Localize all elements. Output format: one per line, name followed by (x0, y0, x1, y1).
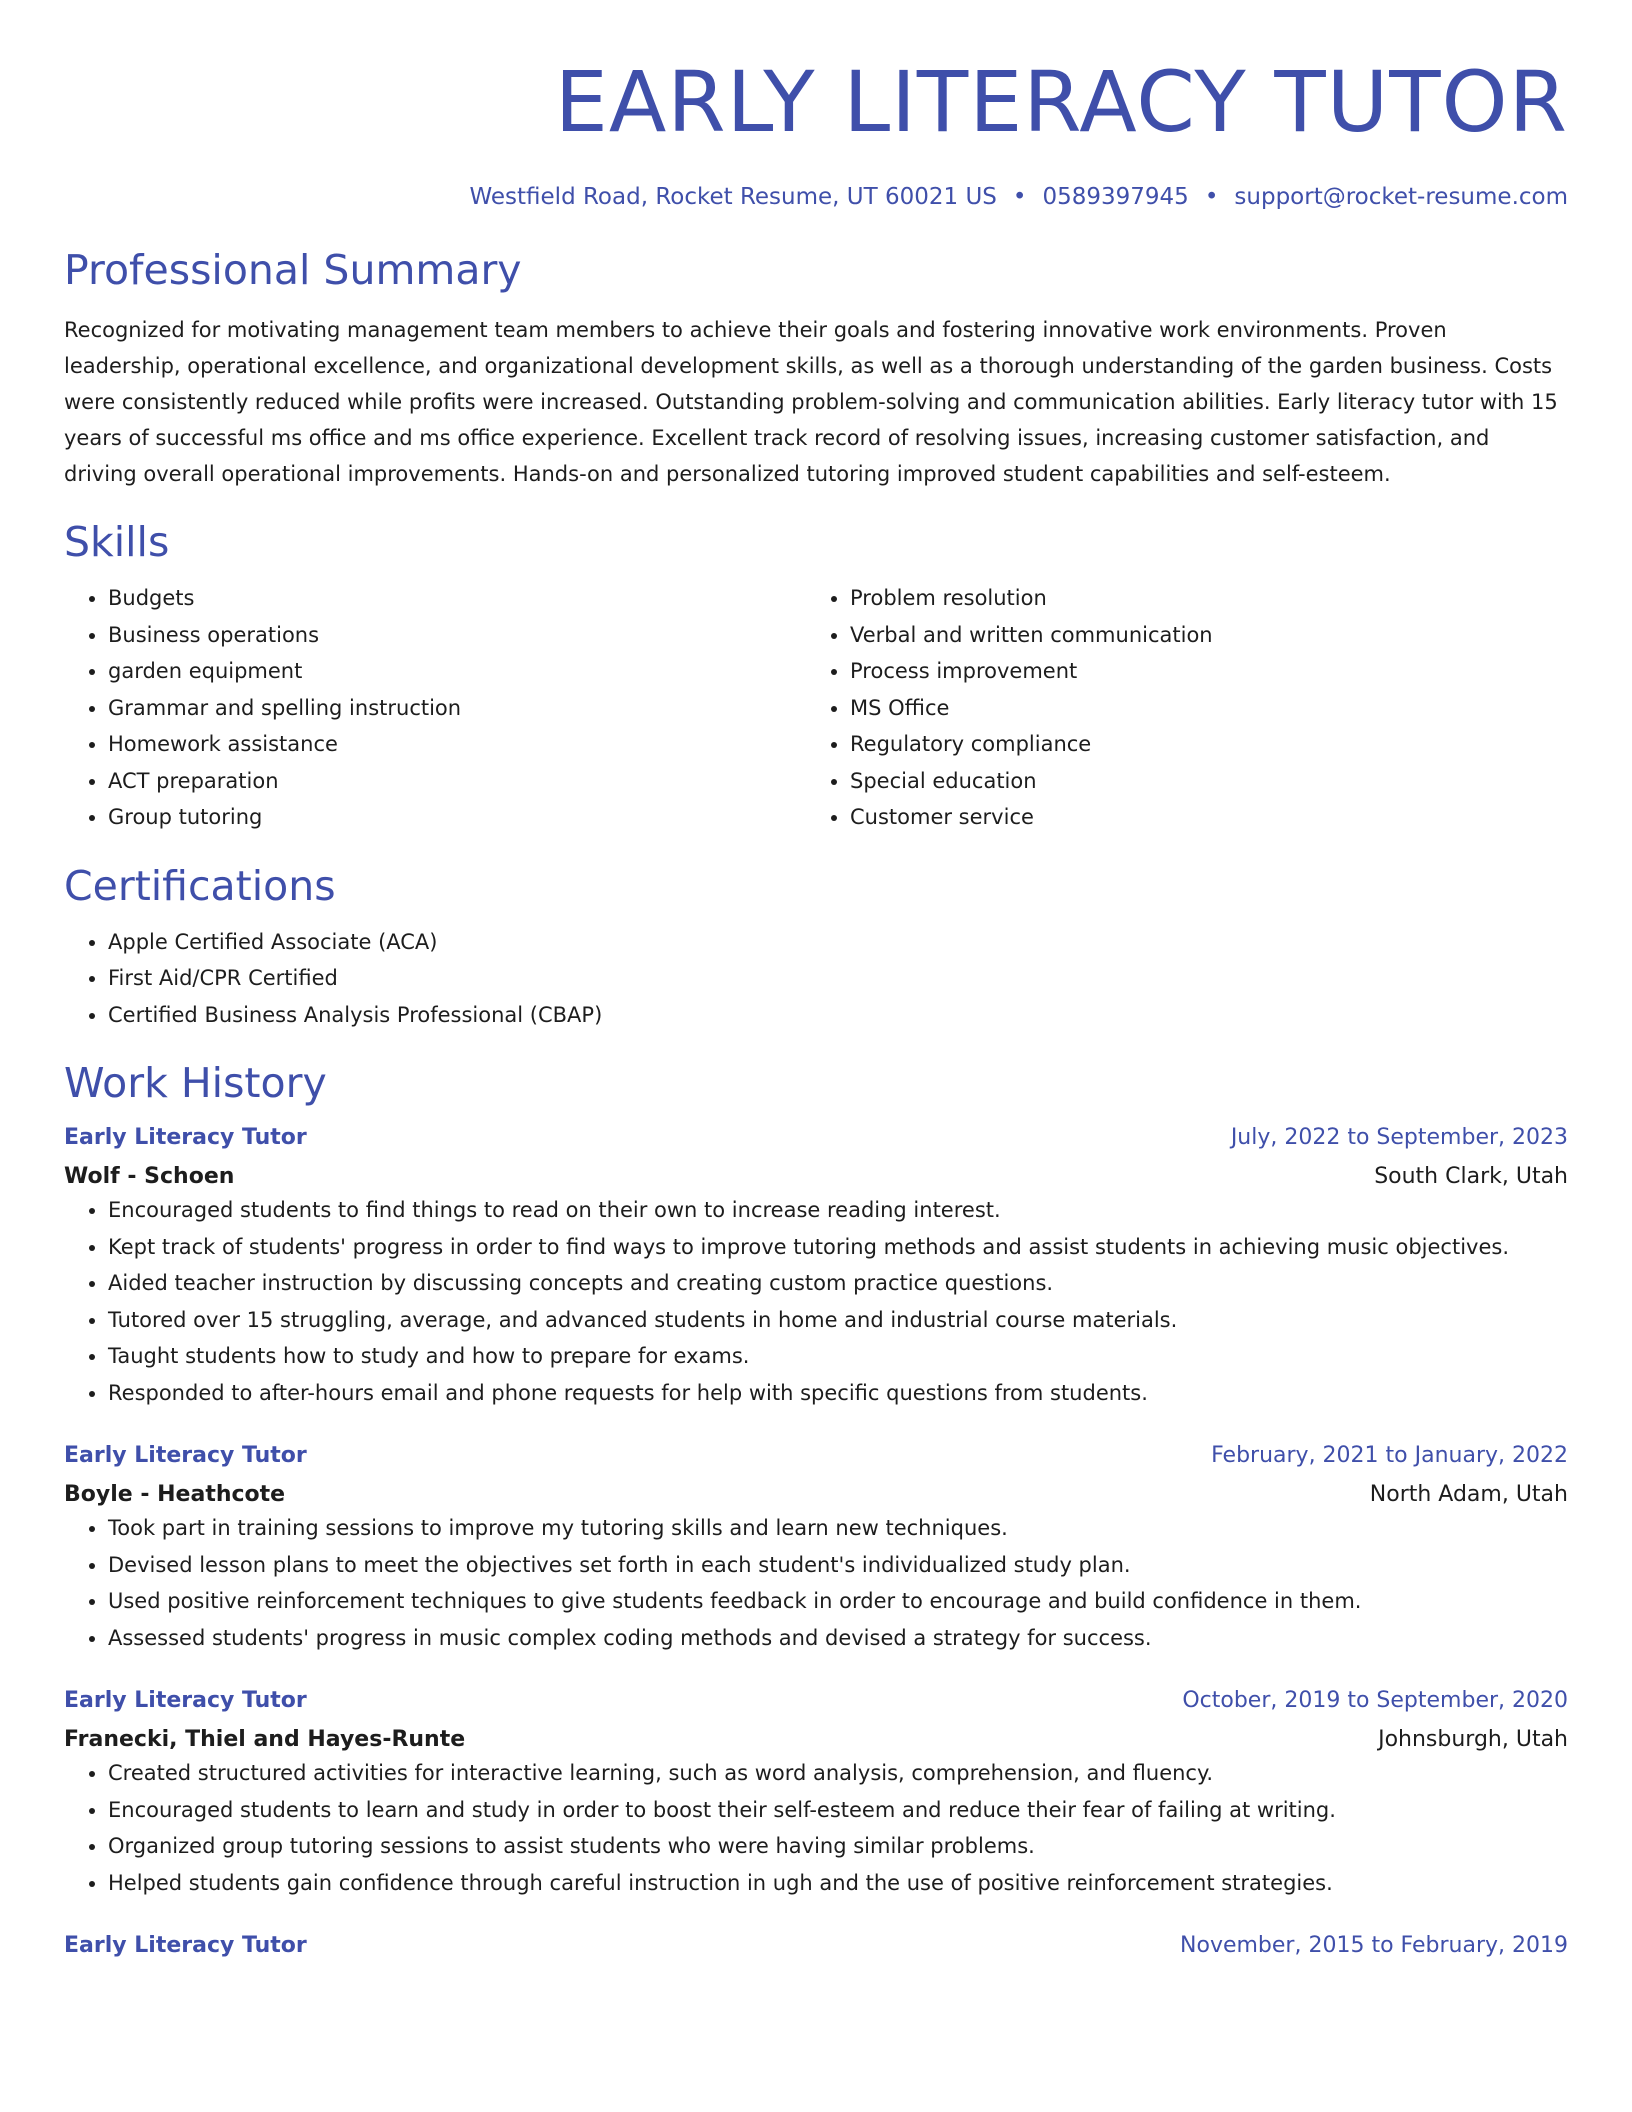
job-subheader (64, 1725, 1568, 1755)
job-location: North Adam, Utah (1369, 1482, 1568, 1507)
resume-name: EARLY LITERACY TUTOR (554, 53, 1568, 151)
certification-item: • First Aid/CPR Certified (108, 960, 1568, 997)
certifications-heading: Certifications (64, 861, 336, 910)
job-bullets (64, 1192, 1568, 1411)
job-bullet: • Used positive reinforcement techniques to give students feedback in order to encourage and build confidence in them. (108, 1583, 1568, 1620)
job-title: Early Literacy Tutor (64, 1125, 307, 1150)
job-bullet: • Took part in training sessions to improve my tutoring skills and learn new techniques. (108, 1510, 1568, 1547)
skill-item: • Process improvement (850, 653, 1548, 690)
job-dates: October, 2019 to September, 2020 (1182, 1688, 1568, 1713)
work-history-heading: Work History (64, 1059, 327, 1107)
summary-heading: Professional Summary (64, 246, 522, 294)
skills-grid (64, 580, 1568, 836)
job-company: Boyle - Heathcote (64, 1482, 286, 1507)
skills-list-left (64, 580, 806, 836)
job-company: Franecki, Thiel and Hayes-Runte (64, 1727, 466, 1752)
skill-item: • Customer service (850, 799, 1548, 836)
skill-item: • Special education (850, 763, 1548, 800)
job-bullet: • Kept track of students' progress in order to find ways to improve tutoring methods and assist students in achieving music objectives. (108, 1229, 1568, 1266)
skill-item: • Budgets (108, 580, 806, 617)
job-bullets (64, 1510, 1568, 1656)
address-text: Westfield Road, Rocket Resume, UT 60021 US (469, 184, 997, 210)
skill-item: • Problem resolution (850, 580, 1548, 617)
job-title: Early Literacy Tutor (64, 1443, 307, 1468)
skill-item: • ACT preparation (108, 763, 806, 800)
phone-text: 0589397945 (1042, 184, 1189, 210)
certifications-list (64, 924, 1568, 1034)
skill-item: • Group tutoring (108, 799, 806, 836)
summary-text: Recognized for motivating management team members to achieve their goals and fostering innovative work environments. Proven leadership, operational excellence, and organizational development skills, as well as a thorough understanding of the garden business. Costs were consistently reduced while profits were increased. Outstanding problem-solving and communication abilities. Early literacy tutor with 15 years of successful ms office and ms office experience. Excellent track record of resolving issues, increasing customer satisfaction, and driving overall operational improvements. Hands-on and personalized tutoring improved student capabilities and self-esteem. (64, 318, 1558, 486)
skills-heading: Skills (64, 518, 170, 566)
job-bullet: • Responded to after-hours email and phone requests for help with specific questions from students. (108, 1375, 1568, 1412)
job-bullet: • Helped students gain confidence through careful instruction in ugh and the use of positive reinforcement strategies. (108, 1865, 1568, 1902)
job-location: South Clark, Utah (1374, 1164, 1568, 1189)
job-dates: February, 2021 to January, 2022 (1211, 1443, 1568, 1468)
skill-item: • Grammar and spelling instruction (108, 690, 806, 727)
job-header (64, 1931, 1568, 1961)
separator-dot: • (1012, 184, 1027, 210)
skill-item: • garden equipment (108, 653, 806, 690)
separator-dot: • (1204, 184, 1219, 210)
skills-column-right (806, 580, 1548, 836)
job-header (64, 1123, 1568, 1153)
job-bullet: • Taught students how to study and how to prepare for exams. (108, 1338, 1568, 1375)
job-bullet: • Aided teacher instruction by discussing concepts and creating custom practice questions. (108, 1265, 1568, 1302)
skill-item: • Verbal and written communication (850, 617, 1548, 654)
job-title: Early Literacy Tutor (64, 1688, 307, 1713)
job-entry (64, 1686, 1568, 1901)
job-company: Wolf - Schoen (64, 1164, 235, 1189)
skills-list-right (806, 580, 1548, 836)
job-bullet: • Encouraged students to learn and study in order to boost their self-esteem and reduce their fear of failing at writing. (108, 1792, 1568, 1829)
job-bullet: • Assessed students' progress in music complex coding methods and devised a strategy for success. (108, 1620, 1568, 1657)
job-bullet: • Created structured activities for interactive learning, such as word analysis, comprehension, and fluency. (108, 1755, 1568, 1792)
skills-column-left (64, 580, 806, 836)
skill-item: • Homework assistance (108, 726, 806, 763)
skill-item: • Business operations (108, 617, 806, 654)
job-dates: July, 2022 to September, 2023 (1230, 1125, 1568, 1150)
job-entry (64, 1931, 1568, 1961)
job-bullet: • Encouraged students to find things to read on their own to increase reading interest. (108, 1192, 1568, 1229)
job-bullet: • Organized group tutoring sessions to assist students who were having similar problems. (108, 1828, 1568, 1865)
job-bullet: • Tutored over 15 struggling, average, and advanced students in home and industrial course materials. (108, 1302, 1568, 1339)
job-dates: November, 2015 to February, 2019 (1180, 1933, 1568, 1958)
job-entry (64, 1441, 1568, 1656)
job-header (64, 1686, 1568, 1716)
skill-item: • Regulatory compliance (850, 726, 1548, 763)
skill-item: • MS Office (850, 690, 1548, 727)
job-location: Johnsburgh, Utah (1378, 1727, 1568, 1752)
email-link[interactable]: support@rocket-resume.com (1234, 184, 1568, 210)
job-entry (64, 1123, 1568, 1411)
job-bullet: • Devised lesson plans to meet the objectives set forth in each student's individualized study plan. (108, 1547, 1568, 1584)
contact-line (64, 182, 1568, 212)
job-bullets (64, 1755, 1568, 1901)
job-subheader (64, 1162, 1568, 1192)
job-subheader (64, 1480, 1568, 1510)
job-header (64, 1441, 1568, 1471)
job-title: Early Literacy Tutor (64, 1933, 307, 1958)
certification-item: • Certified Business Analysis Professional (CBAP) (108, 997, 1568, 1034)
certification-item: • Apple Certified Associate (ACA) (108, 924, 1568, 961)
